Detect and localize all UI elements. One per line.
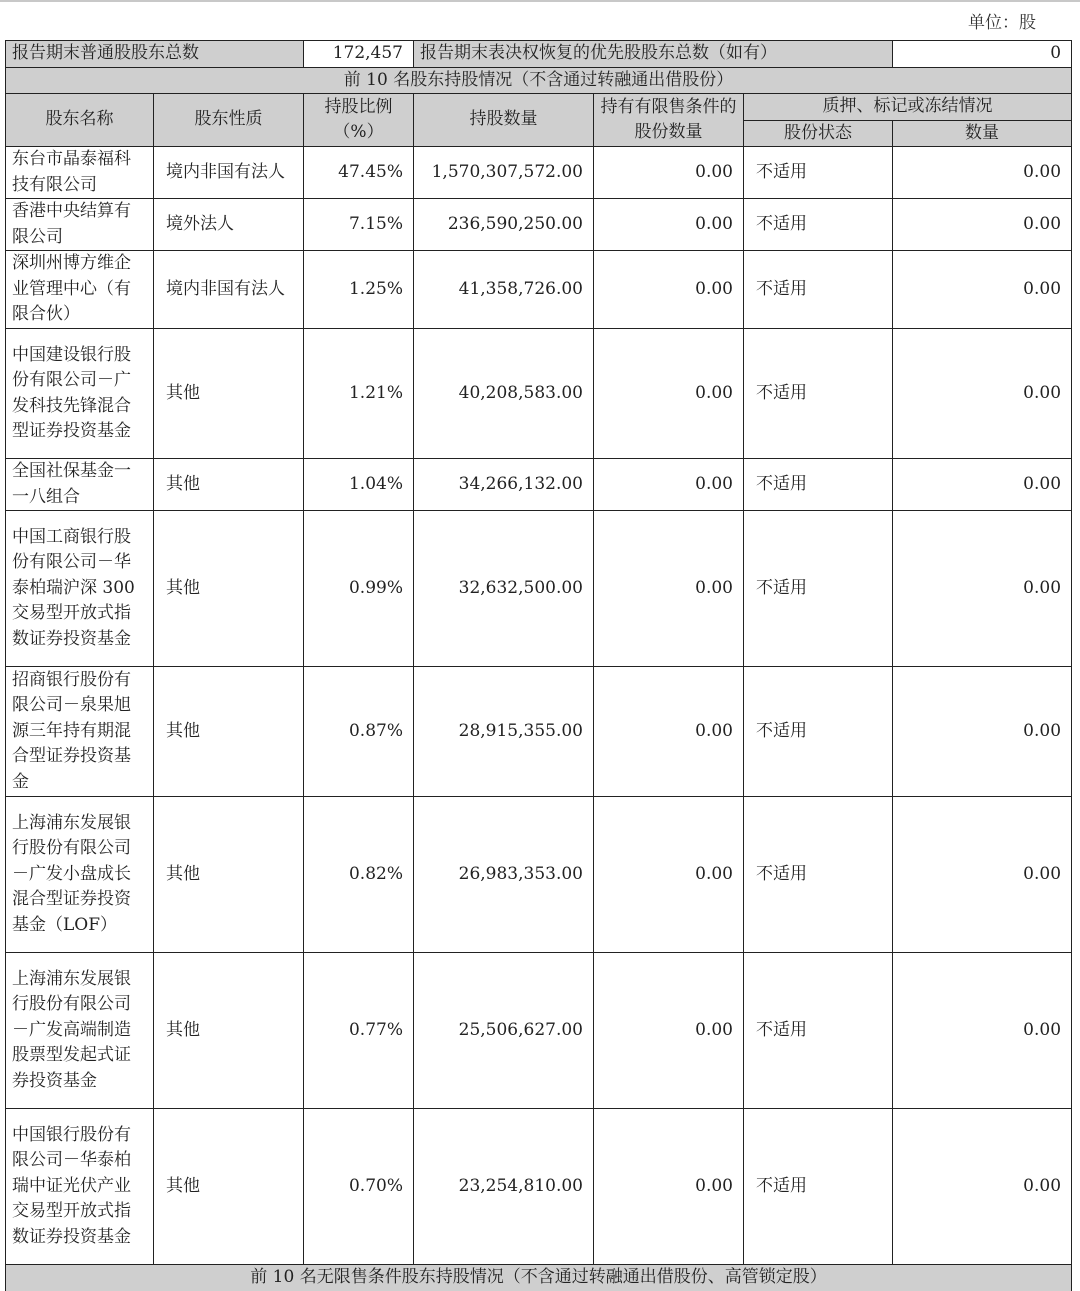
holder-nature: 境外法人 — [154, 199, 304, 251]
holder-nature: 境内非国有法人 — [154, 147, 304, 199]
holder-restricted: 0.00 — [594, 199, 744, 251]
holder-name: 上海浦东发展银行股份有限公司－广发高端制造股票型发起式证券投资基金 — [6, 953, 154, 1109]
pledge-quantity: 0.00 — [893, 147, 1072, 199]
holder-name: 招商银行股份有限公司－泉果旭源三年持有期混合型证券投资基金 — [6, 667, 154, 797]
section-title-row — [6, 67, 1072, 94]
holder-quantity: 23,254,810.00 — [414, 1109, 594, 1265]
table-row — [6, 147, 1072, 199]
summary-row — [6, 41, 1072, 68]
pledge-status: 不适用 — [744, 199, 893, 251]
holder-ratio: 0.82% — [304, 797, 414, 953]
next-section-row — [6, 1265, 1072, 1291]
pledge-status: 不适用 — [744, 459, 893, 511]
holder-nature: 其他 — [154, 797, 304, 953]
common-holders-value: 172,457 — [304, 41, 414, 68]
table-row — [6, 1109, 1072, 1265]
holder-quantity: 34,266,132.00 — [414, 459, 594, 511]
pledge-status: 不适用 — [744, 1109, 893, 1265]
unit-label: 单位：股 — [968, 13, 1036, 33]
pledge-status: 不适用 — [744, 251, 893, 329]
holder-quantity: 41,358,726.00 — [414, 251, 594, 329]
holder-restricted: 0.00 — [594, 953, 744, 1109]
pledge-quantity: 0.00 — [893, 953, 1072, 1109]
pledge-status: 不适用 — [744, 797, 893, 953]
holder-restricted: 0.00 — [594, 251, 744, 329]
preferred-holders-label: 报告期末表决权恢复的优先股股东总数（如有） — [414, 41, 893, 68]
holder-name: 中国银行股份有限公司－华泰柏瑞中证光伏产业交易型开放式指数证券投资基金 — [6, 1109, 154, 1265]
holder-name: 深圳州博方维企业管理中心（有限合伙） — [6, 251, 154, 329]
header-restricted: 持有有限售条件的股份数量 — [594, 94, 744, 147]
holder-ratio: 0.77% — [304, 953, 414, 1109]
table-row — [6, 797, 1072, 953]
holder-quantity: 25,506,627.00 — [414, 953, 594, 1109]
section-title: 前 10 名股东持股情况（不含通过转融通出借股份） — [6, 67, 1072, 94]
table-row — [6, 459, 1072, 511]
holder-nature: 其他 — [154, 459, 304, 511]
holder-name: 中国工商银行股份有限公司－华泰柏瑞沪深 300 交易型开放式指数证券投资基金 — [6, 511, 154, 667]
holder-nature: 境内非国有法人 — [154, 251, 304, 329]
table-row — [6, 251, 1072, 329]
holder-ratio: 0.87% — [304, 667, 414, 797]
shareholder-table — [5, 40, 1072, 1291]
pledge-quantity: 0.00 — [893, 459, 1072, 511]
holder-ratio: 7.15% — [304, 199, 414, 251]
table-row — [6, 511, 1072, 667]
header-nature: 股东性质 — [154, 94, 304, 147]
holder-restricted: 0.00 — [594, 1109, 744, 1265]
holder-ratio: 1.04% — [304, 459, 414, 511]
holder-name: 上海浦东发展银行股份有限公司－广发小盘成长混合型证券投资基金（LOF） — [6, 797, 154, 953]
holder-restricted: 0.00 — [594, 797, 744, 953]
pledge-quantity: 0.00 — [893, 667, 1072, 797]
holder-quantity: 28,915,355.00 — [414, 667, 594, 797]
holder-quantity: 32,632,500.00 — [414, 511, 594, 667]
holder-name: 香港中央结算有限公司 — [6, 199, 154, 251]
table-row — [6, 953, 1072, 1109]
holder-quantity: 236,590,250.00 — [414, 199, 594, 251]
pledge-quantity: 0.00 — [893, 199, 1072, 251]
holder-ratio: 1.25% — [304, 251, 414, 329]
header-name: 股东名称 — [6, 94, 154, 147]
header-pledge-quantity: 数量 — [893, 120, 1072, 147]
holder-nature: 其他 — [154, 329, 304, 459]
pledge-quantity: 0.00 — [893, 511, 1072, 667]
top-divider — [0, 0, 1080, 2]
header-row-1 — [6, 94, 1072, 121]
holder-name: 东台市晶泰福科技有限公司 — [6, 147, 154, 199]
holder-restricted: 0.00 — [594, 329, 744, 459]
preferred-holders-value: 0 — [893, 41, 1072, 68]
pledge-quantity: 0.00 — [893, 329, 1072, 459]
pledge-status: 不适用 — [744, 147, 893, 199]
pledge-status: 不适用 — [744, 667, 893, 797]
header-ratio: 持股比例（%） — [304, 94, 414, 147]
holder-nature: 其他 — [154, 667, 304, 797]
pledge-quantity: 0.00 — [893, 797, 1072, 953]
next-section-title: 前 10 名无限售条件股东持股情况（不含通过转融通出借股份、高管锁定股） — [6, 1265, 1072, 1291]
holder-restricted: 0.00 — [594, 667, 744, 797]
holder-restricted: 0.00 — [594, 511, 744, 667]
holder-ratio: 47.45% — [304, 147, 414, 199]
holder-quantity: 26,983,353.00 — [414, 797, 594, 953]
pledge-status: 不适用 — [744, 511, 893, 667]
holder-ratio: 0.99% — [304, 511, 414, 667]
table-row — [6, 667, 1072, 797]
holder-nature: 其他 — [154, 1109, 304, 1265]
common-holders-label: 报告期末普通股股东总数 — [6, 41, 304, 68]
table-row — [6, 199, 1072, 251]
header-pledge-group: 质押、标记或冻结情况 — [744, 94, 1072, 121]
holder-nature: 其他 — [154, 511, 304, 667]
header-quantity: 持股数量 — [414, 94, 594, 147]
holder-restricted: 0.00 — [594, 459, 744, 511]
pledge-quantity: 0.00 — [893, 251, 1072, 329]
holder-quantity: 40,208,583.00 — [414, 329, 594, 459]
holder-quantity: 1,570,307,572.00 — [414, 147, 594, 199]
header-pledge-status: 股份状态 — [744, 120, 893, 147]
holder-name: 全国社保基金一一八组合 — [6, 459, 154, 511]
table-row — [6, 329, 1072, 459]
holder-name: 中国建设银行股份有限公司－广发科技先锋混合型证券投资基金 — [6, 329, 154, 459]
pledge-status: 不适用 — [744, 953, 893, 1109]
holder-restricted: 0.00 — [594, 147, 744, 199]
holder-ratio: 1.21% — [304, 329, 414, 459]
pledge-status: 不适用 — [744, 329, 893, 459]
holder-ratio: 0.70% — [304, 1109, 414, 1265]
holder-nature: 其他 — [154, 953, 304, 1109]
pledge-quantity: 0.00 — [893, 1109, 1072, 1265]
